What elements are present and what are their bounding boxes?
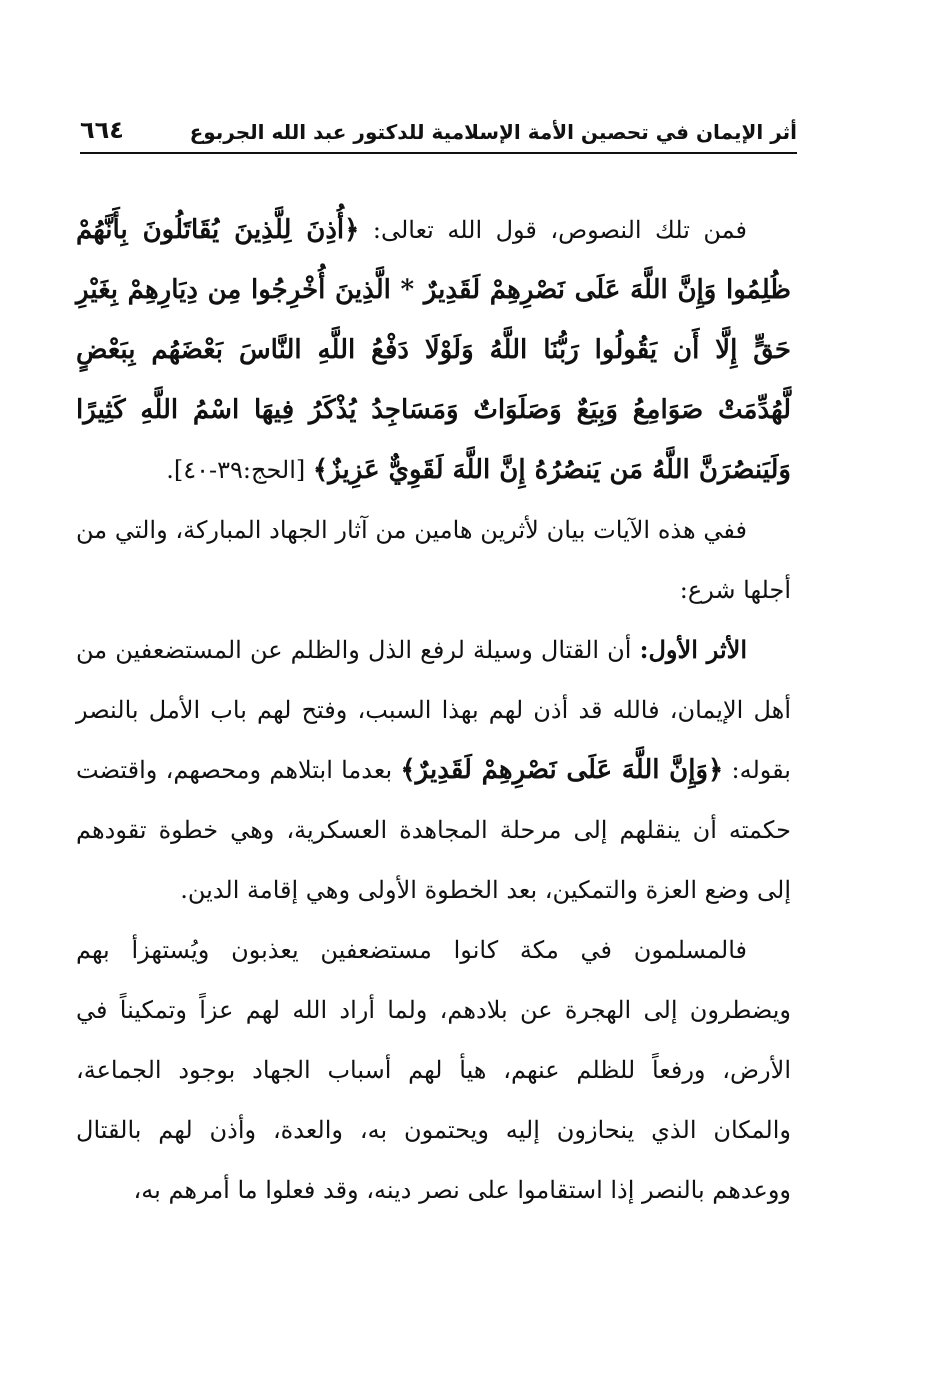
paragraph-lead: فمن تلك النصوص، قول الله تعالى: xyxy=(372,216,747,244)
first-effect-label: الأثر الأول: xyxy=(639,635,748,664)
paragraph-muslims-mecca: فالمسلمون في مكة كانوا مستضعفين يعذبون ويُستهزأ بهم ويضطرون إلى الهجرة عن بلادهم، ولما أراد الله لهم عزاً وتمكيناً في الأرض، ورفعاً للظلم عنهم، هيأ لهم أسباب الجهاد بوجود الجماعة، والمكان الذي ينحازون إليه ويحتمون به، والعدة، وأذن لهم بالقتال ووعدهم بالنصر إذا استقاموا على نصر دينه، وقد فعلوا ما أمرهم به، xyxy=(76,936,791,1204)
quran-verse-inline: ﴿وَإِنَّ اللَّهَ عَلَى نَصْرِهِمْ لَقَدِيرٌ﴾ xyxy=(400,755,724,785)
paragraph-quran-citation xyxy=(76,200,791,500)
page-header xyxy=(80,104,797,154)
page-body xyxy=(76,200,791,1220)
running-title: أثر الإيمان في تحصين الأمة الإسلامية للدكتور عبد الله الجربوع xyxy=(189,120,797,144)
verse-reference: [الحج:٣٩-٤٠]. xyxy=(166,456,306,484)
page-number: ٦٦٤ xyxy=(80,116,124,144)
quran-verse: ﴿أُذِنَ لِلَّذِينَ يُقَاتَلُونَ بِأَنَّهُمْ ظُلِمُوا وَإِنَّ اللَّهَ عَلَى نَصْرِهِمْ لَقَدِيرٌ * الَّذِينَ أُخْرِجُوا مِن دِيَارِهِمْ بِغَيْرِ حَقٍّ إِلَّا أَن يَقُولُوا رَبُّنَا اللَّهُ وَلَوْلَا دَفْعُ اللَّهِ النَّاسَ بَعْضَهُم بِبَعْضٍ لَّهُدِّمَتْ صَوَامِعُ وَبِيَعٌ وَصَلَوَاتٌ وَمَسَاجِدُ يُذْكَرُ فِيهَا اسْمُ اللَّهِ كَثِيرًا وَلَيَنصُرَنَّ اللَّهُ مَن يَنصُرُهُ إِنَّ اللَّهَ لَقَوِيٌّ عَزِيزٌ﴾ xyxy=(76,215,791,485)
first-effect-text-after: بعدما ابتلاهم ومحصهم، واقتضت حكمته أن ينقلهم إلى مرحلة المجاهدة العسكرية، وهي خطوة تقودهم إلى وضع العزة والتمكين، بعد الخطوة الأولى وهي إقامة الدين. xyxy=(76,756,791,904)
paragraph-two-effects: ففي هذه الآيات بيان لأثرين هامين من آثار الجهاد المباركة، والتي من أجلها شرع: xyxy=(76,516,791,604)
first-effect-text-before: أن القتال وسيلة لرفع الذل والظلم عن المستضعفين من أهل الإيمان، فالله قد أذن لهم بهذا السبب، وفتح لهم باب الأمل بالنصر بقوله: xyxy=(76,636,791,784)
paragraph-first-effect xyxy=(76,620,791,920)
